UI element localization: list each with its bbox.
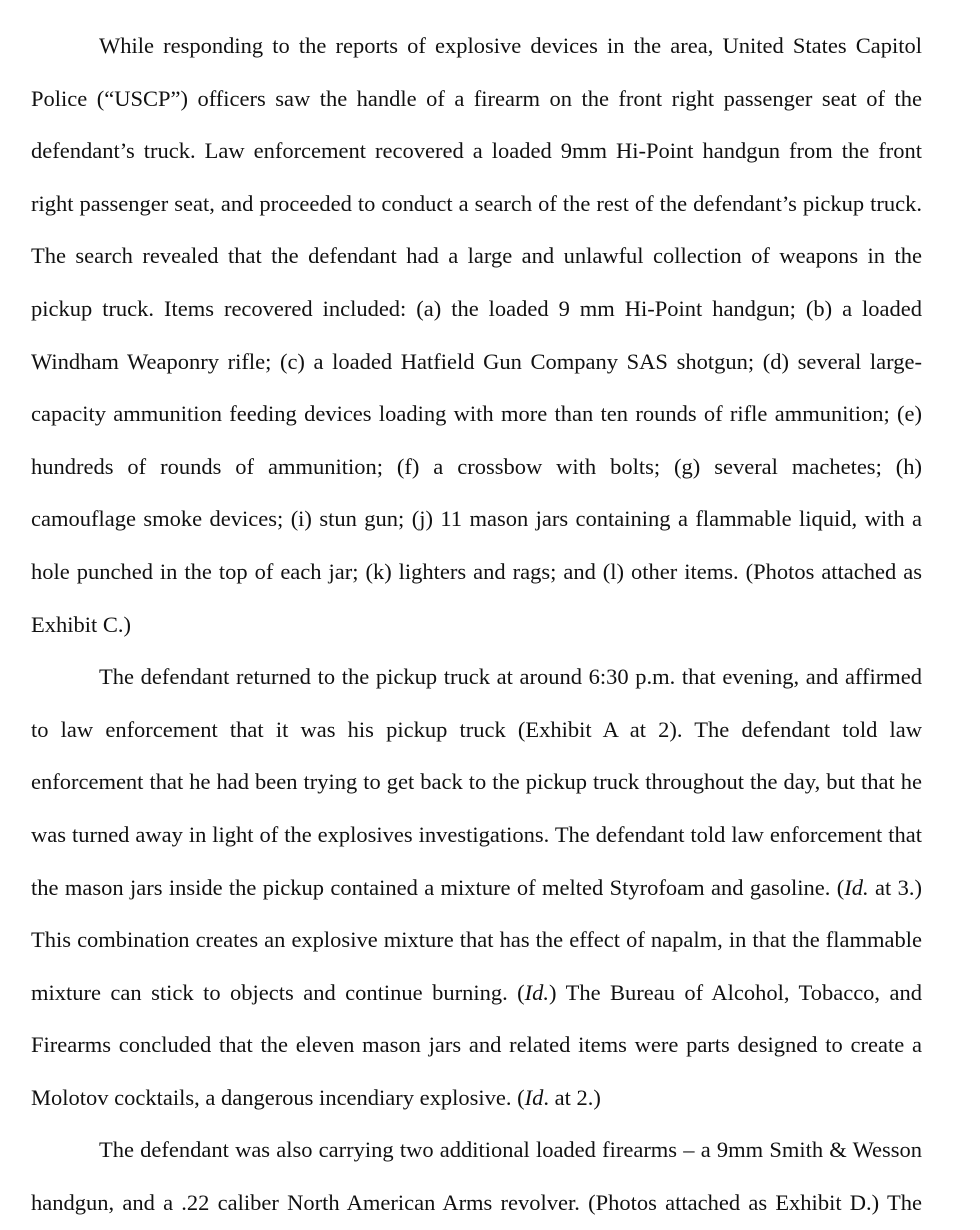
citation-id: Id. <box>844 874 869 900</box>
paragraph-vehicle-search <box>31 20 922 651</box>
citation-id: Id <box>524 1084 544 1110</box>
text-segment: . at 2.) <box>543 1084 601 1110</box>
text-segment: at 3.) This combination creates an explosive mixture that has the effect of napalm, in that the flammable mixture can stick to objects and continue burning. ( <box>31 874 922 1005</box>
citation-id: Id. <box>524 979 550 1005</box>
text-segment: The defendant returned to the pickup truck at around 6:30 p.m. that evening, and affirmed to law enforcement that it was his pickup truck (Exhibit A at 2). The defendant told law enforcement that he had been trying to get back to the pickup truck throughout the day, but that he was turned away in light of the explosives investigations. The defendant told law enforcement that the mason jars inside the pickup contained a mixture of melted Styrofoam and gasoline. ( <box>31 664 922 900</box>
paragraph-defendant-statements <box>31 651 922 1124</box>
paragraph-additional-firearms <box>31 1124 922 1229</box>
text-segment: ) The Bureau of Alcohol, Tobacco, and Firearms concluded that the eleven mason jars and related items were parts designed to create a Molotov cocktails, a dangerous incendiary explosive. ( <box>31 979 922 1110</box>
document-page <box>31 20 922 1230</box>
text-segment: While responding to the reports of explosive devices in the area, United States Capitol Police (“USCP”) officers saw the handle of a firearm on the front right passenger seat of the defendant’s truck. Law enforcement recovered a loaded 9mm Hi-Point handgun from the front right passenger seat, and proceeded to conduct a search of the rest of the defendant’s pickup truck. The search revealed that the defendant had a large and unlawful collection of weapons in the pickup truck. Items recovered included: (a) the loaded 9 mm Hi-Point handgun; (b) a loaded Windham Weaponry rifle; (c) a loaded Hatfield Gun Company SAS shotgun; (d) several large-capacity ammunition feeding devices loading with more than ten rounds of rifle ammunition; (e) hundreds of rounds of ammunition; (f) a crossbow with bolts; (g) several machetes; (h) camouflage smoke devices; (i) stun gun; (j) 11 mason jars containing a flammable liquid, with a hole punched in the top of each jar; (k) lighters and rags; and (l) other items. (Photos attached as Exhibit C.) <box>31 33 922 637</box>
text-segment: The defendant was also carrying two additional loaded firearms – a 9mm Smith & Wesson handgun, and a .22 caliber North American Arms revolver. (Photos attached as Exhibit D.) The <box>31 1137 922 1216</box>
